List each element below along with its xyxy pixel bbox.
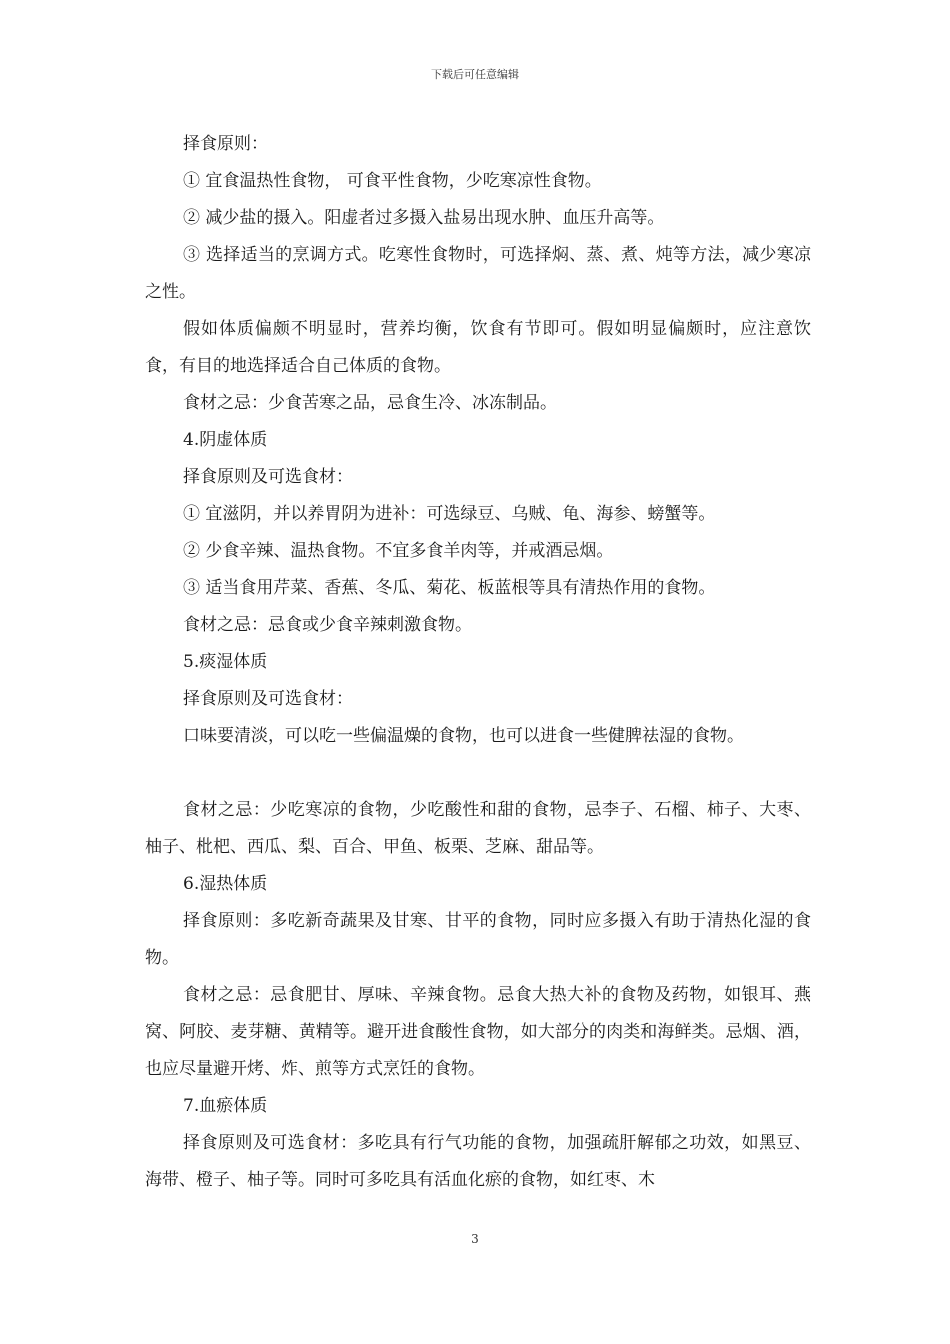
blank-line	[145, 755, 811, 792]
paragraph: 择食原则及可选食材：	[183, 689, 353, 709]
section-heading: 4.阴虚体质	[183, 430, 268, 450]
page-number: 3	[471, 1232, 479, 1246]
paragraph: ② 少食辛辣、温热食物。不宜多食羊肉等，并戒酒忌烟。	[183, 541, 614, 561]
document-body	[145, 126, 811, 1199]
paragraph: 择食原则及可选食材：	[183, 467, 353, 487]
paragraph: ① 宜食温热性食物， 可食平性食物，少吃寒凉性食物。	[183, 171, 602, 191]
paragraph: ③ 选择适当的烹调方式。吃寒性食物时，可选择焖、蒸、煮、炖等方法，减少寒凉之性。	[145, 245, 811, 302]
paragraph: 食材之忌：忌食或少食辛辣刺激食物。	[183, 615, 472, 635]
section-heading: 7.血瘀体质	[183, 1096, 268, 1116]
page-header: 下载后可任意编辑	[431, 68, 519, 81]
section-heading: 6.湿热体质	[183, 874, 268, 894]
paragraph: ① 宜滋阴，并以养胃阴为进补：可选绿豆、乌贼、龟、海参、螃蟹等。	[183, 504, 716, 524]
paragraph: 择食原则及可选食材：多吃具有行气功能的食物，加强疏肝解郁之功效，如黑豆、海带、橙子、柚子等。同时可多吃具有活血化瘀的食物，如红枣、木	[145, 1133, 811, 1190]
paragraph: ③ 适当食用芹菜、香蕉、冬瓜、菊花、板蓝根等具有清热作用的食物。	[183, 578, 716, 598]
paragraph: 假如体质偏颇不明显时，营养均衡，饮食有节即可。假如明显偏颇时，应注意饮食，有目的地选择适合自己体质的食物。	[145, 319, 811, 376]
paragraph: 择食原则：	[183, 134, 268, 154]
paragraph: 择食原则：多吃新奇蔬果及甘寒、甘平的食物，同时应多摄入有助于清热化湿的食物。	[145, 911, 811, 968]
paragraph: 食材之忌：忌食肥甘、厚味、辛辣食物。忌食大热大补的食物及药物，如银耳、燕窝、阿胶、麦芽糖、黄精等。避开进食酸性食物，如大部分的肉类和海鲜类。忌烟、酒，也应尽量避开烤、炸、煎等方式烹饪的食物。	[145, 985, 811, 1079]
section-heading: 5.痰湿体质	[183, 652, 268, 672]
paragraph: ② 减少盐的摄入。阳虚者过多摄入盐易出现水肿、血压升高等。	[183, 208, 665, 228]
paragraph: 口味要清淡，可以吃一些偏温燥的食物，也可以进食一些健脾祛湿的食物。	[183, 726, 744, 746]
paragraph: 食材之忌：少食苦寒之品，忌食生冷、冰冻制品。	[183, 393, 557, 413]
paragraph: 食材之忌：少吃寒凉的食物，少吃酸性和甜的食物，忌李子、石榴、柿子、大枣、柚子、枇杷、西瓜、梨、百合、甲鱼、板栗、芝麻、甜品等。	[145, 800, 811, 857]
